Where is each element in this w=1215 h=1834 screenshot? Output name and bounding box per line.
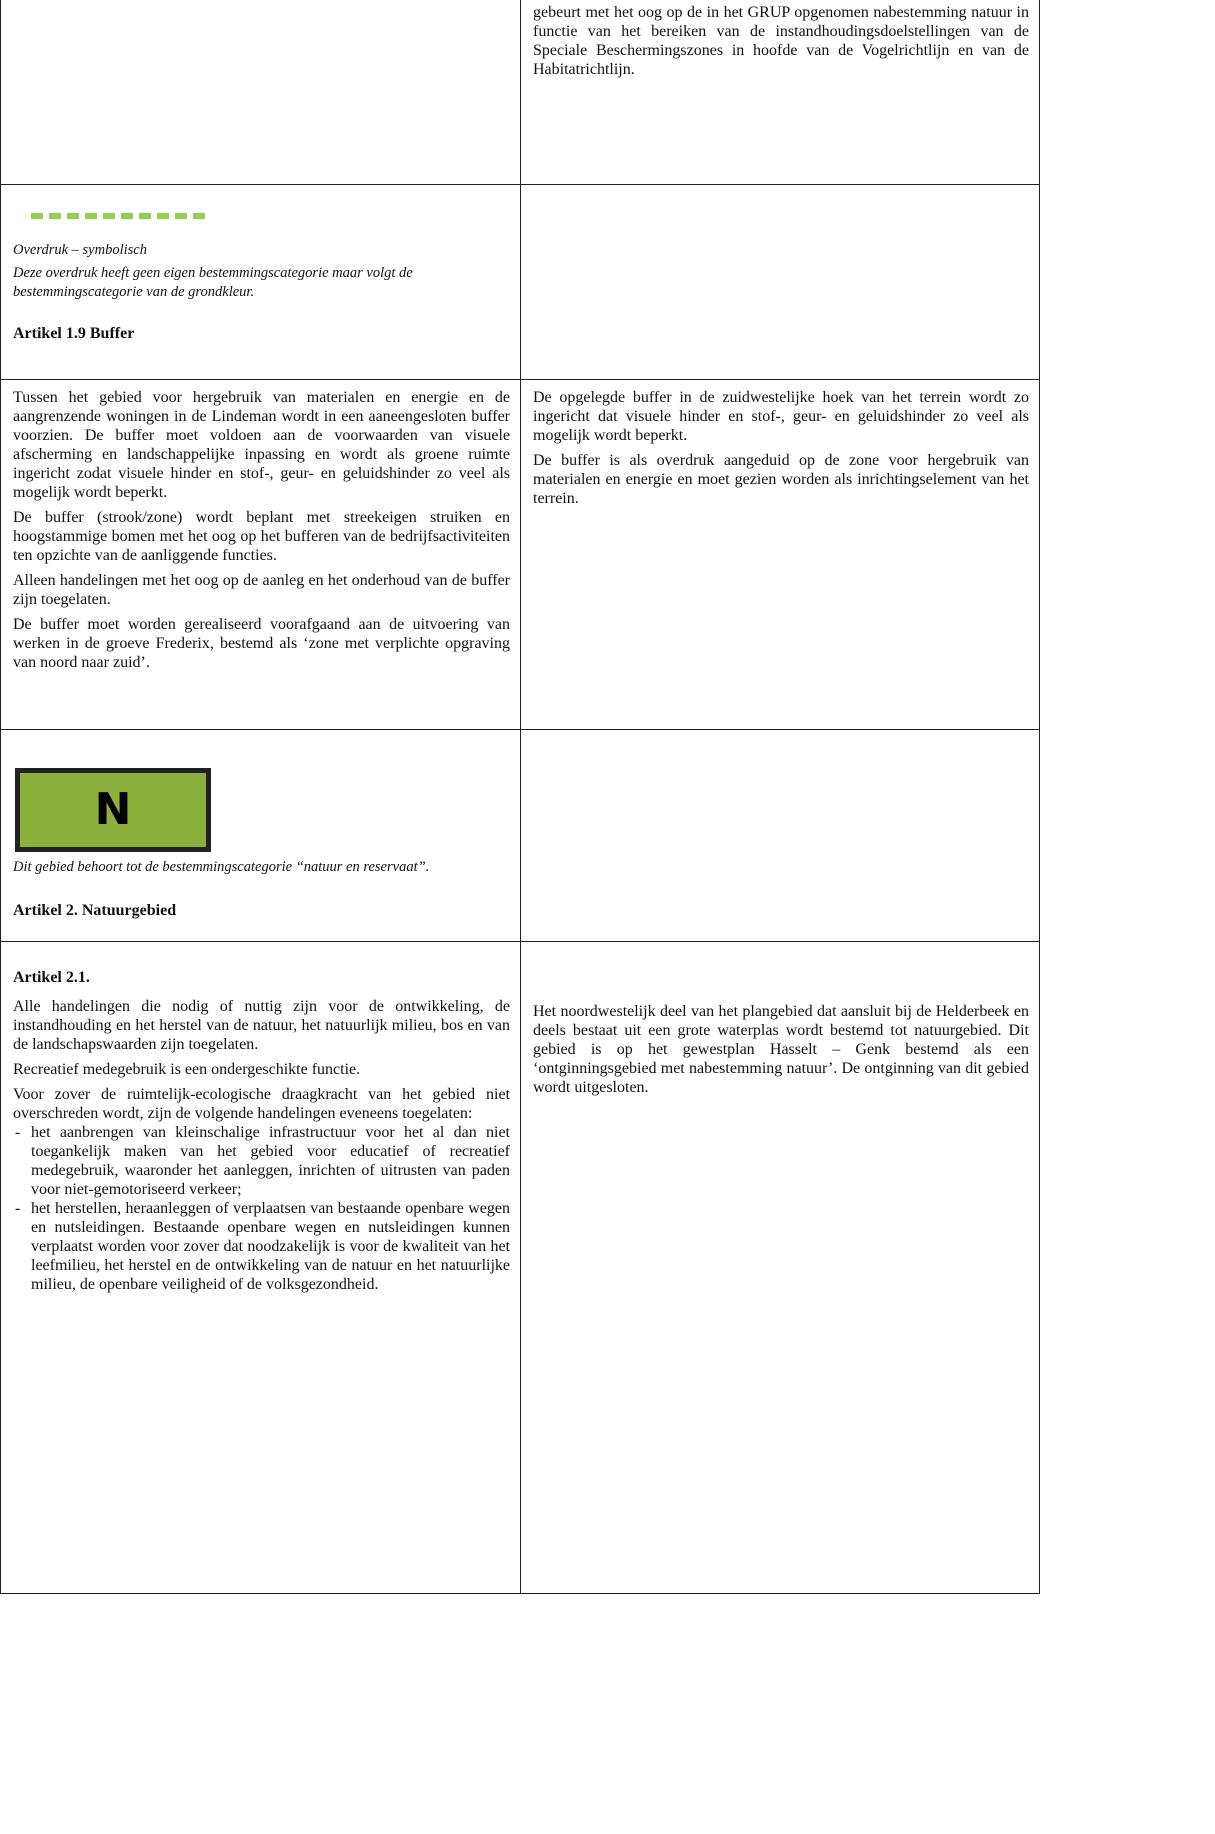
list-item: - het herstellen, heraanleggen of verplaatsen van bestaande openbare wegen en nutsleidingen. Bestaande openbare wegen en nutsleidingen kunnen verplaatst worden voor zover dat noodzakelijk is voor de kwaliteit van het leefmilieu, het herstel en de ontwikkeling van de natuur en het natuurlijke milieu, de openbare veiligheid of de volksgezondheid. bbox=[13, 1199, 510, 1294]
rule-paragraph: Alleen handelingen met het oog op de aanleg en het onderhoud van de buffer zijn toegelaten. bbox=[13, 572, 510, 608]
explanation-paragraph: De buffer is als overdruk aangeduid op de zone voor hergebruik van materialen en energie en moet gezien worden als inrichtingselement van het terrein. bbox=[533, 452, 1029, 507]
list-item: - het aanbrengen van kleinschalige infrastructuur voor het al dan niet toegankelijk maken van het gebied voor educatief of recreatief medegebruik, waaronder het aanleggen, inrichten of uitrusten van paden voor niet-gemotoriseerd verkeer; bbox=[13, 1123, 510, 1199]
nature-area-symbol bbox=[15, 768, 211, 852]
overlay-title: Overdruk – symbolisch bbox=[13, 242, 147, 258]
article-heading: Artikel 2.1. bbox=[13, 969, 90, 986]
article-heading: Artikel 2. Natuurgebied bbox=[13, 902, 177, 919]
explanation-paragraph: gebeurt met het oog op de in het GRUP opgenomen nabestemming natuur in functie van het bereiken van de instandhoudingsdoelstellingen van de Speciale Beschermingszones in hoofde van de Vogelrichtlijn en van de Habitatrichtlijn. bbox=[533, 4, 1029, 78]
left-cell bbox=[1, 185, 521, 380]
explanation-paragraph: De opgelegde buffer in de zuidwestelijke hoek van het terrein wordt zo ingericht dat visuele hinder en stof-, geur- en geluidshinder zo veel als mogelijk wordt beperkt. bbox=[533, 389, 1029, 444]
right-cell bbox=[521, 380, 1040, 730]
rule-paragraph: Alle handelingen die nodig of nuttig zijn voor de ontwikkeling, de instandhouding en het herstel van de natuur, het natuurlijk milieu, bos en van de landschapswaarden zijn toegelaten. bbox=[13, 998, 510, 1053]
green-dashed-line-symbol bbox=[13, 213, 510, 219]
rule-paragraph: Tussen het gebied voor hergebruik van materialen en energie en de aangrenzende woningen in de Lindeman wordt in een aaneengesloten buffer voorzien. De buffer moet voldoen aan de voorwaarden van visuele afscherming en landschappelijke inpassing en wordt als groene ruimte ingericht zodat visuele hinder en stof-, geur- en geluidshinder zo veel als mogelijk wordt beperkt. bbox=[13, 389, 510, 501]
table-row bbox=[1, 730, 1040, 942]
right-cell bbox=[521, 942, 1040, 1594]
table-row bbox=[1, 0, 1040, 185]
left-cell bbox=[1, 730, 521, 942]
table-row bbox=[1, 380, 1040, 730]
left-cell bbox=[1, 942, 521, 1594]
explanation-paragraph: Het noordwestelijk deel van het plangebied dat aansluit bij de Helderbeek en deels bestaat uit een grote waterplas wordt bestemd tot natuurgebied. Dit gebied is op het gewestplan Hasselt – Genk bestemd als een ‘ontginningsgebied met nabestemming natuur’. De ontginning van dit gebied wordt uitgesloten. bbox=[533, 1003, 1029, 1096]
rule-paragraph: De buffer (strook/zone) wordt beplant met streekeigen struiken en hoogstammige bomen met het oog op het bufferen van de bedrijfsactiviteiten ten opzichte van de aanliggende functies. bbox=[13, 509, 510, 564]
symbol-letter: N bbox=[94, 784, 132, 835]
left-cell-empty bbox=[1, 0, 521, 185]
overlay-note: Deze overdruk heeft geen eigen bestemmingscategorie maar volgt de bestemmingscategorie van de grondkleur. bbox=[13, 265, 413, 300]
left-cell bbox=[1, 380, 521, 730]
table-row bbox=[1, 942, 1040, 1594]
article-heading: Artikel 1.9 Buffer bbox=[13, 325, 135, 342]
right-cell-empty bbox=[521, 730, 1040, 942]
right-cell bbox=[521, 0, 1040, 185]
category-note: Dit gebied behoort tot de bestemmingscategorie “natuur en reservaat”. bbox=[13, 859, 430, 875]
rule-paragraph: De buffer moet worden gerealiseerd voorafgaand aan de uitvoering van werken in de groeve Frederix, bestemd als ‘zone met verplichte opgraving van noord naar zuid’. bbox=[13, 616, 510, 671]
rule-paragraph: Recreatief medegebruik is een ondergeschikte functie. bbox=[13, 1061, 361, 1078]
table-row bbox=[1, 185, 1040, 380]
right-cell-empty bbox=[521, 185, 1040, 380]
permitted-actions-list bbox=[13, 1123, 510, 1294]
rule-paragraph: Voor zover de ruimtelijk-ecologische draagkracht van het gebied niet overschreden wordt, zijn de volgende handelingen eveneens toegelaten: bbox=[13, 1086, 510, 1122]
